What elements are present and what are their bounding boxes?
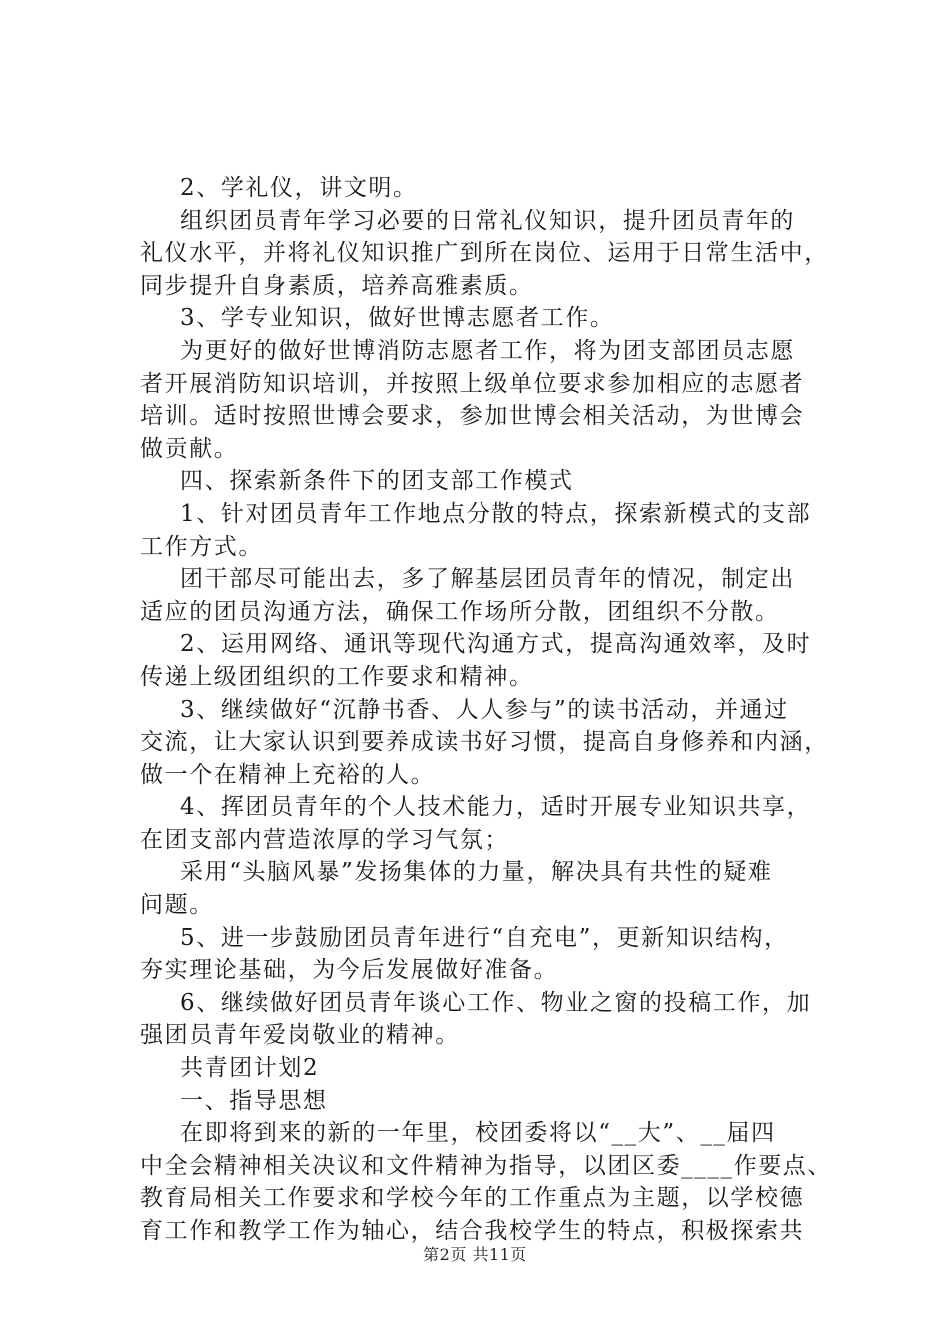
text-line: 做贡献。 (140, 435, 239, 462)
text-line: 在即将到来的新的一年里，校团委将以“__大”、__届四 (180, 1120, 776, 1147)
text-line: 交流，让大家认识到要养成读书好习惯，提高自身修养和内涵， (140, 729, 829, 756)
text-line: 团干部尽可能出去，多了解基层团员青年的情况，制定出 (180, 566, 795, 593)
text-line: 共青团计划2 (180, 1055, 320, 1082)
text-line: 组织团员青年学习必要的日常礼仪知识，提升团员青年的 (180, 207, 795, 234)
document-body (140, 172, 840, 1248)
text-line: 培训。适时按照世博会要求，参加世博会相关活动，为世博会 (140, 403, 805, 430)
text-line: 6、继续做好团员青年谈心工作、物业之窗的投稿工作，加 (180, 989, 812, 1016)
text-line: 工作方式。 (140, 533, 263, 560)
text-line: 3、学专业知识，做好世博志愿者工作。 (180, 305, 615, 332)
text-line: 礼仪水平，并将礼仪知识推广到所在岗位、运用于日常生活中， (140, 240, 829, 267)
text-line: 3、继续做好“沉静书香、人人参与”的读书活动，并通过 (180, 696, 789, 723)
text-line: 夯实理论基础，为今后发展做好准备。 (140, 957, 559, 984)
text-line: 在团支部内营造浓厚的学习气氛； (140, 826, 509, 853)
text-line: 1、针对团员青年工作地点分散的特点，探索新模式的支部 (180, 500, 812, 527)
text-line: 问题。 (140, 892, 214, 919)
text-line: 育工作和教学工作为轴心，结合我校学生的特点，积极探索共 (140, 1218, 805, 1244)
text-line: 为更好的做好世博消防志愿者工作，将为团支部团员志愿 (180, 337, 795, 364)
text-line: 采用“头脑风暴”发扬集体的力量，解决具有共性的疑难 (180, 859, 773, 886)
text-line: 者开展消防知识培训，并按照上级单位要求参加相应的志愿者 (140, 370, 805, 397)
text-line: 传递上级团组织的工作要求和精神。 (140, 663, 534, 690)
text-line: 中全会精神相关决议和文件精神为指导，以团区委____作要点、 (140, 1152, 832, 1179)
text-line: 强团员青年爱岗敬业的精神。 (140, 1022, 460, 1049)
text-line: 2、运用网络、通讯等现代沟通方式，提高沟通效率，及时 (180, 631, 812, 658)
text-line: 做一个在精神上充裕的人。 (140, 761, 436, 788)
page-footer: 第2页 共11页 (423, 1245, 527, 1264)
text-line: 5、进一步鼓励团员青年进行“自充电”，更新知识结构， (180, 924, 789, 951)
text-line: 4、挥团员青年的个人技术能力，适时开展专业知识共享， (180, 794, 812, 821)
text-line: 四、探索新条件下的团支部工作模式 (180, 468, 574, 495)
text-line: 教育局相关工作要求和学校今年的工作重点为主题，以学校德 (140, 1185, 805, 1212)
text-line: 适应的团员沟通方法，确保工作场所分散，团组织不分散。 (140, 598, 780, 625)
text-line: 同步提升自身素质，培养高雅素质。 (140, 272, 534, 299)
text-line: 一、指导思想 (180, 1087, 328, 1114)
text-line: 2、学礼仪，讲文明。 (180, 175, 418, 201)
